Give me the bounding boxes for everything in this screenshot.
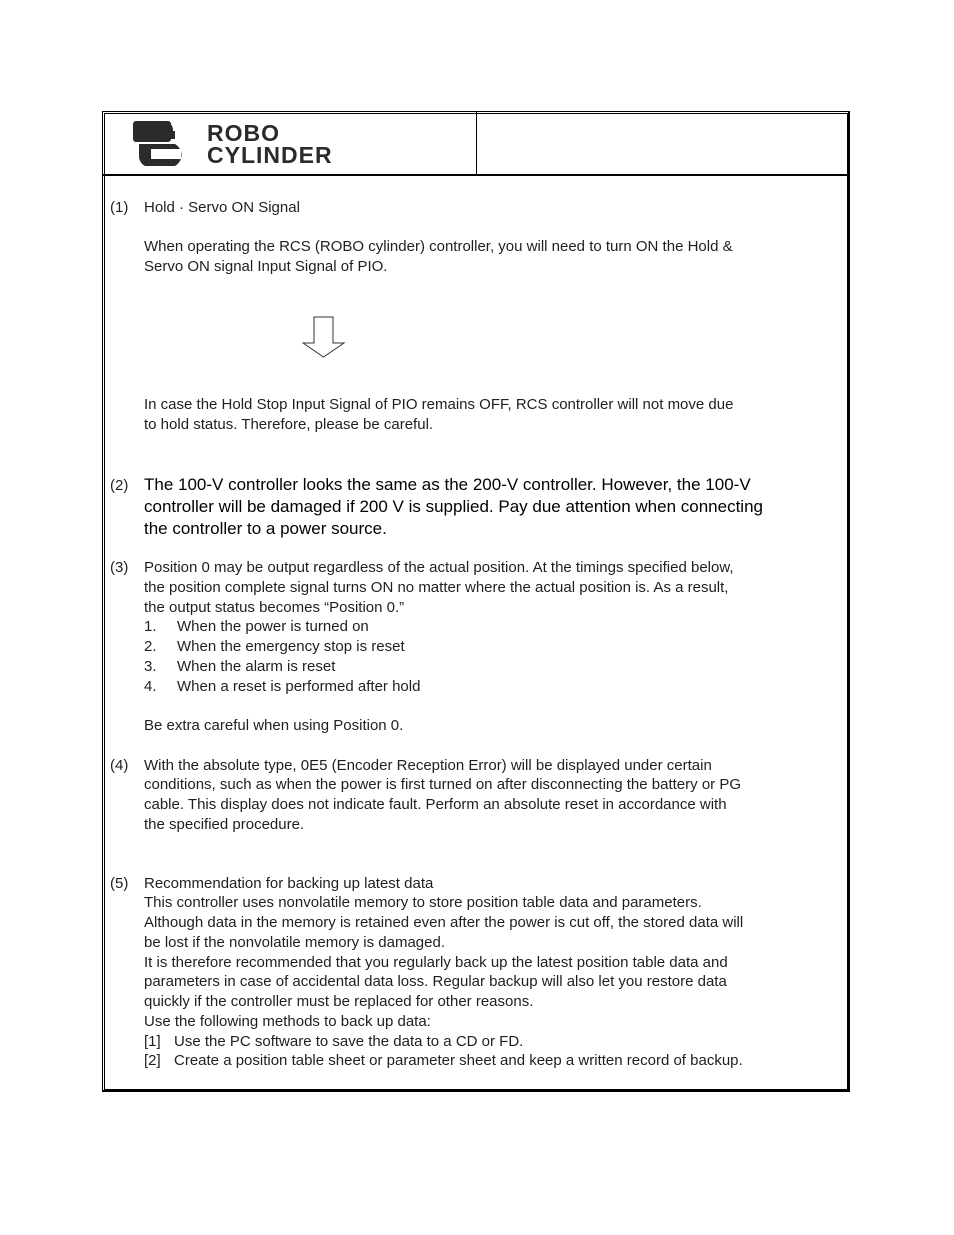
method-number: [2] — [144, 1052, 161, 1069]
method-text: Create a position table sheet or parameter sheet and keep a written record of backup. — [174, 1052, 743, 1069]
frame-double-line-right — [848, 111, 849, 1092]
item-4-line4: the specified procedure. — [144, 816, 305, 833]
item-5-line: It is therefore recommended that you regularly back up the latest position table data and — [144, 954, 728, 971]
method-number: [1] — [144, 1033, 161, 1050]
item-3-list-item — [144, 637, 405, 657]
item-5-line: Recommendation for backing up latest data — [144, 875, 434, 892]
item-3-closing: Be extra careful when using Position 0. — [144, 717, 404, 734]
item-3-list-item — [144, 677, 420, 697]
item-4-line3: cable. This display does not indicate fault. Perform an absolute reset in accordance with — [144, 796, 727, 813]
item-1-title: Hold · Servo ON Signal — [144, 199, 300, 216]
item-3-number: (3) — [110, 559, 129, 576]
list-text: When the emergency stop is reset — [177, 638, 405, 655]
list-number: 4. — [144, 678, 157, 695]
item-2-line2: controller will be damaged if 200 V is supplied. Pay due attention when connecting — [144, 497, 763, 516]
item-5-line: be lost if the nonvolatile memory is damaged. — [144, 934, 445, 951]
frame-double-line-bottom — [102, 1090, 850, 1091]
item-5-method — [144, 1051, 743, 1071]
list-number: 2. — [144, 638, 157, 655]
down-arrow-icon — [302, 316, 346, 359]
list-text: When a reset is performed after hold — [177, 678, 421, 695]
item-3-line1: Position 0 may be output regardless of the actual position. At the timings specified below, — [144, 559, 734, 576]
list-number: 3. — [144, 658, 157, 675]
item-1-para1-line1: When operating the RCS (ROBO cylinder) controller, you will need to turn ON the Hold & — [144, 238, 733, 255]
item-5-line: Use the following methods to back up data: — [144, 1013, 431, 1030]
item-3-list-item — [144, 617, 369, 637]
list-text: When the power is turned on — [177, 618, 369, 635]
item-5-line: This controller uses nonvolatile memory to store position table data and parameters. — [144, 894, 702, 911]
header-vertical-divider — [476, 111, 477, 175]
item-4-line1: With the absolute type, 0E5 (Encoder Reception Error) will be displayed under certain — [144, 757, 712, 774]
item-1-para1-line2: Servo ON signal Input Signal of PIO. — [144, 258, 388, 275]
item-3-line3: the output status becomes “Position 0.” — [144, 599, 405, 616]
list-text: When the alarm is reset — [177, 658, 336, 675]
item-2-line3: the controller to a power source. — [144, 519, 387, 538]
item-5-number: (5) — [110, 875, 129, 892]
item-1-para2-line2: to hold status. Therefore, please be careful. — [144, 416, 434, 433]
item-4-number: (4) — [110, 757, 129, 774]
logo-text-robo: ROBO — [207, 120, 280, 146]
list-number: 1. — [144, 618, 157, 635]
item-1-number: (1) — [110, 199, 129, 216]
item-5-line: Although data in the memory is retained even after the power is cut off, the stored data will — [144, 914, 744, 931]
item-2-number: (2) — [110, 477, 129, 494]
item-5-method — [144, 1032, 523, 1052]
item-5-line: quickly if the controller must be replaced for other reasons. — [144, 993, 534, 1010]
item-4-line2: conditions, such as when the power is first turned on after disconnecting the battery or PG — [144, 776, 741, 793]
item-2-line1: The 100-V controller looks the same as the 200-V controller. However, the 100-V — [144, 475, 751, 494]
logo-text-cylinder: CYLINDER — [207, 142, 333, 167]
robo-cylinder-logo — [131, 119, 431, 167]
item-3-line2: the position complete signal turns ON no matter where the actual position is. As a result, — [144, 579, 729, 596]
item-3-list-item — [144, 657, 335, 677]
item-5-line: parameters in case of accidental data loss. Regular backup will also let you restore data — [144, 973, 727, 990]
item-1-para2-line1: In case the Hold Stop Input Signal of PIO remains OFF, RCS controller will not move due — [144, 396, 734, 413]
method-text: Use the PC software to save the data to a CD or FD. — [174, 1033, 524, 1050]
